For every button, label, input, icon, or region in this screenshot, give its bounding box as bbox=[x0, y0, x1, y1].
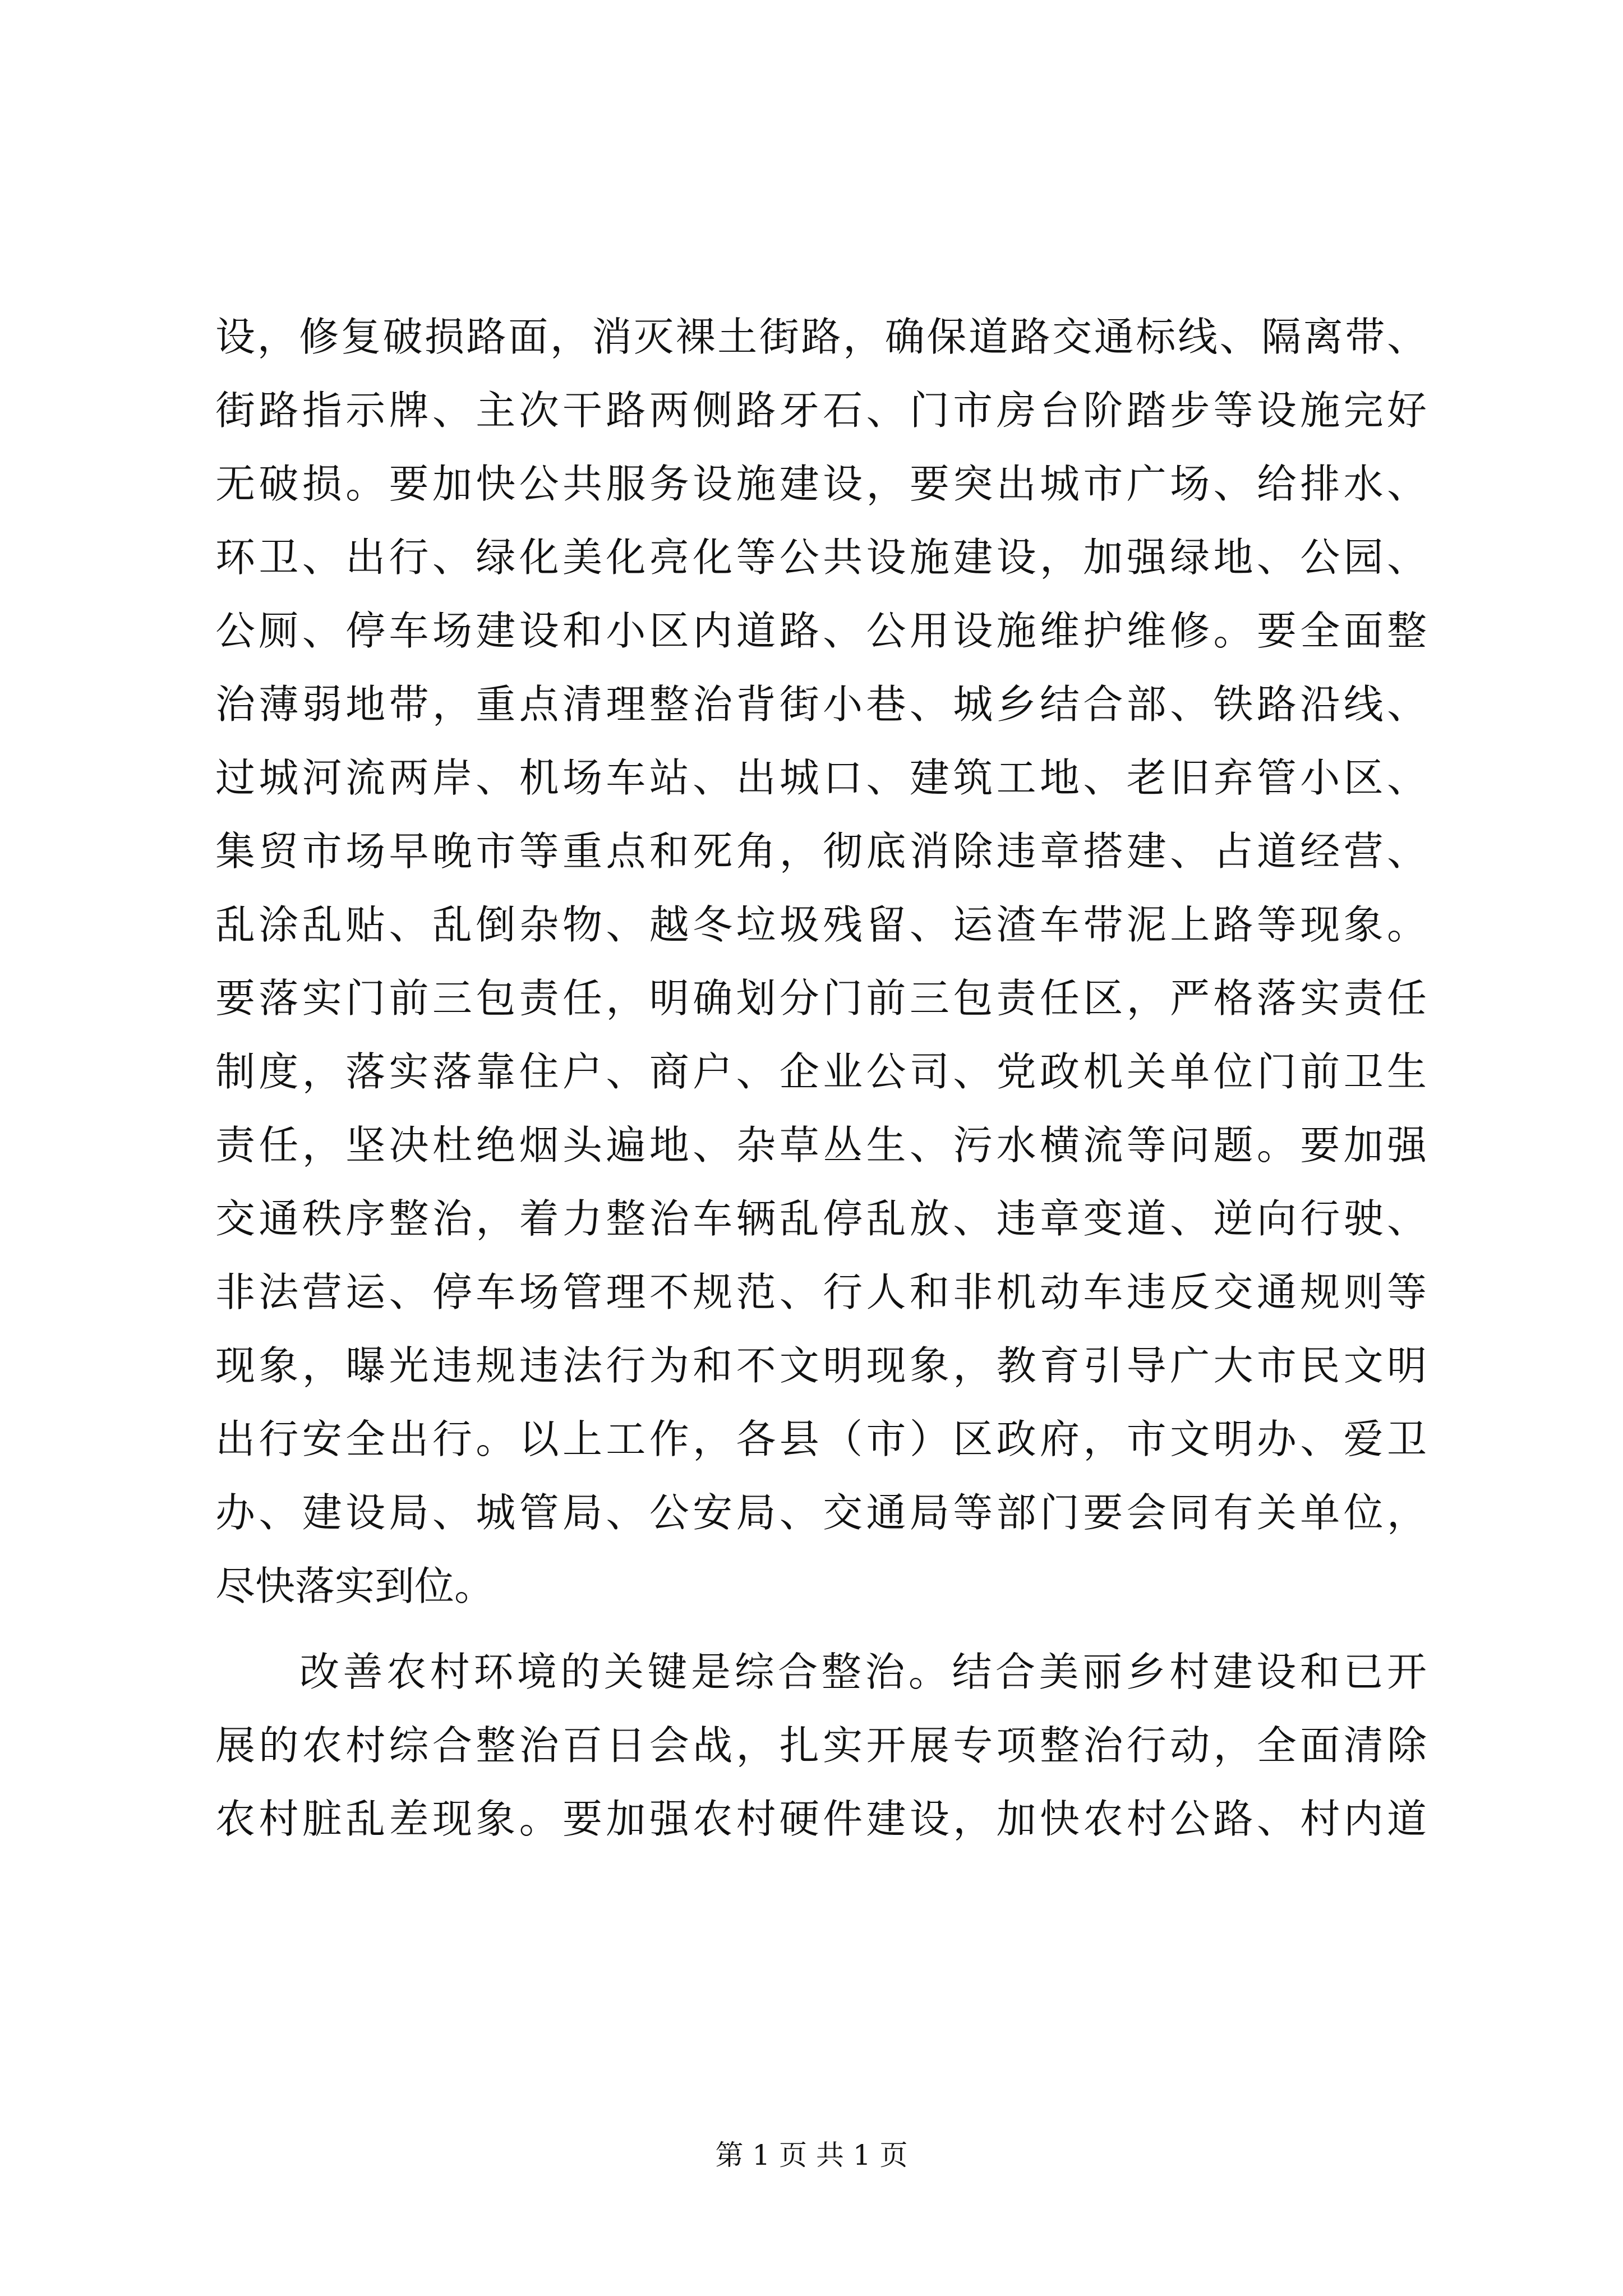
text-line: 街路指示牌、主次干路两侧路牙石、门市房台阶踏步等设施完好 bbox=[215, 387, 1427, 434]
text-line: 公厕、停车场建设和小区内道路、公用设施维护维修。要全面整 bbox=[215, 608, 1427, 654]
text-line: 非法营运、停车场管理不规范、行人和非机动车违反交通规则等 bbox=[215, 1269, 1427, 1315]
page-footer: 第 1 页 共 1 页 bbox=[715, 2139, 908, 2171]
text-line: 农村脏乱差现象。要加强农村硬件建设，加快农村公路、村内道 bbox=[215, 1796, 1427, 1842]
text-line: 乱涂乱贴、乱倒杂物、越冬垃圾残留、运渣车带泥上路等现象。 bbox=[215, 901, 1427, 948]
text-line: 无破损。要加快公共服务设施建设，要突出城市广场、给排水、 bbox=[215, 461, 1427, 507]
document-body bbox=[215, 300, 1427, 1856]
text-line: 治薄弱地带，重点清理整治背街小巷、城乡结合部、铁路沿线、 bbox=[215, 681, 1427, 728]
text-line: 办、建设局、城管局、公安局、交通局等部门要会同有关单位， bbox=[215, 1489, 1427, 1536]
text-line: 展的农村综合整治百日会战，扎实开展专项整治行动，全面清除 bbox=[215, 1722, 1427, 1769]
text-line: 改善农村环境的关键是综合整治。结合美丽乡村建设和已开 bbox=[299, 1649, 1427, 1695]
text-line: 制度，落实落靠住户、商户、企业公司、党政机关单位门前卫生 bbox=[215, 1048, 1427, 1095]
text-line: 环卫、出行、绿化美化亮化等公共设施建设，加强绿地、公园、 bbox=[215, 534, 1427, 581]
text-line: 集贸市场早晚市等重点和死角，彻底消除违章搭建、占道经营、 bbox=[215, 828, 1427, 875]
text-line: 要落实门前三包责任，明确划分门前三包责任区，严格落实责任 bbox=[215, 975, 1427, 1022]
paragraph-spacer bbox=[215, 1623, 1427, 1635]
text-line: 设，修复破损路面，消灭裸土街路，确保道路交通标线、隔离带、 bbox=[215, 314, 1427, 360]
text-line: 过城河流两岸、机场车站、出城口、建筑工地、老旧弃管小区、 bbox=[215, 754, 1427, 801]
text-line: 出行安全出行。以上工作，各县（市）区政府，市文明办、爱卫 bbox=[215, 1416, 1427, 1462]
paragraph-1 bbox=[215, 300, 1427, 1623]
text-line: 尽快落实到位。 bbox=[215, 1563, 495, 1609]
text-line: 交通秩序整治，着力整治车辆乱停乱放、违章变道、逆向行驶、 bbox=[215, 1195, 1427, 1242]
text-line: 责任，坚决杜绝烟头遍地、杂草丛生、污水横流等问题。要加强 bbox=[215, 1122, 1427, 1168]
text-line: 现象，曝光违规违法行为和不文明现象，教育引导广大市民文明 bbox=[215, 1342, 1427, 1389]
paragraph-2 bbox=[215, 1635, 1427, 1856]
